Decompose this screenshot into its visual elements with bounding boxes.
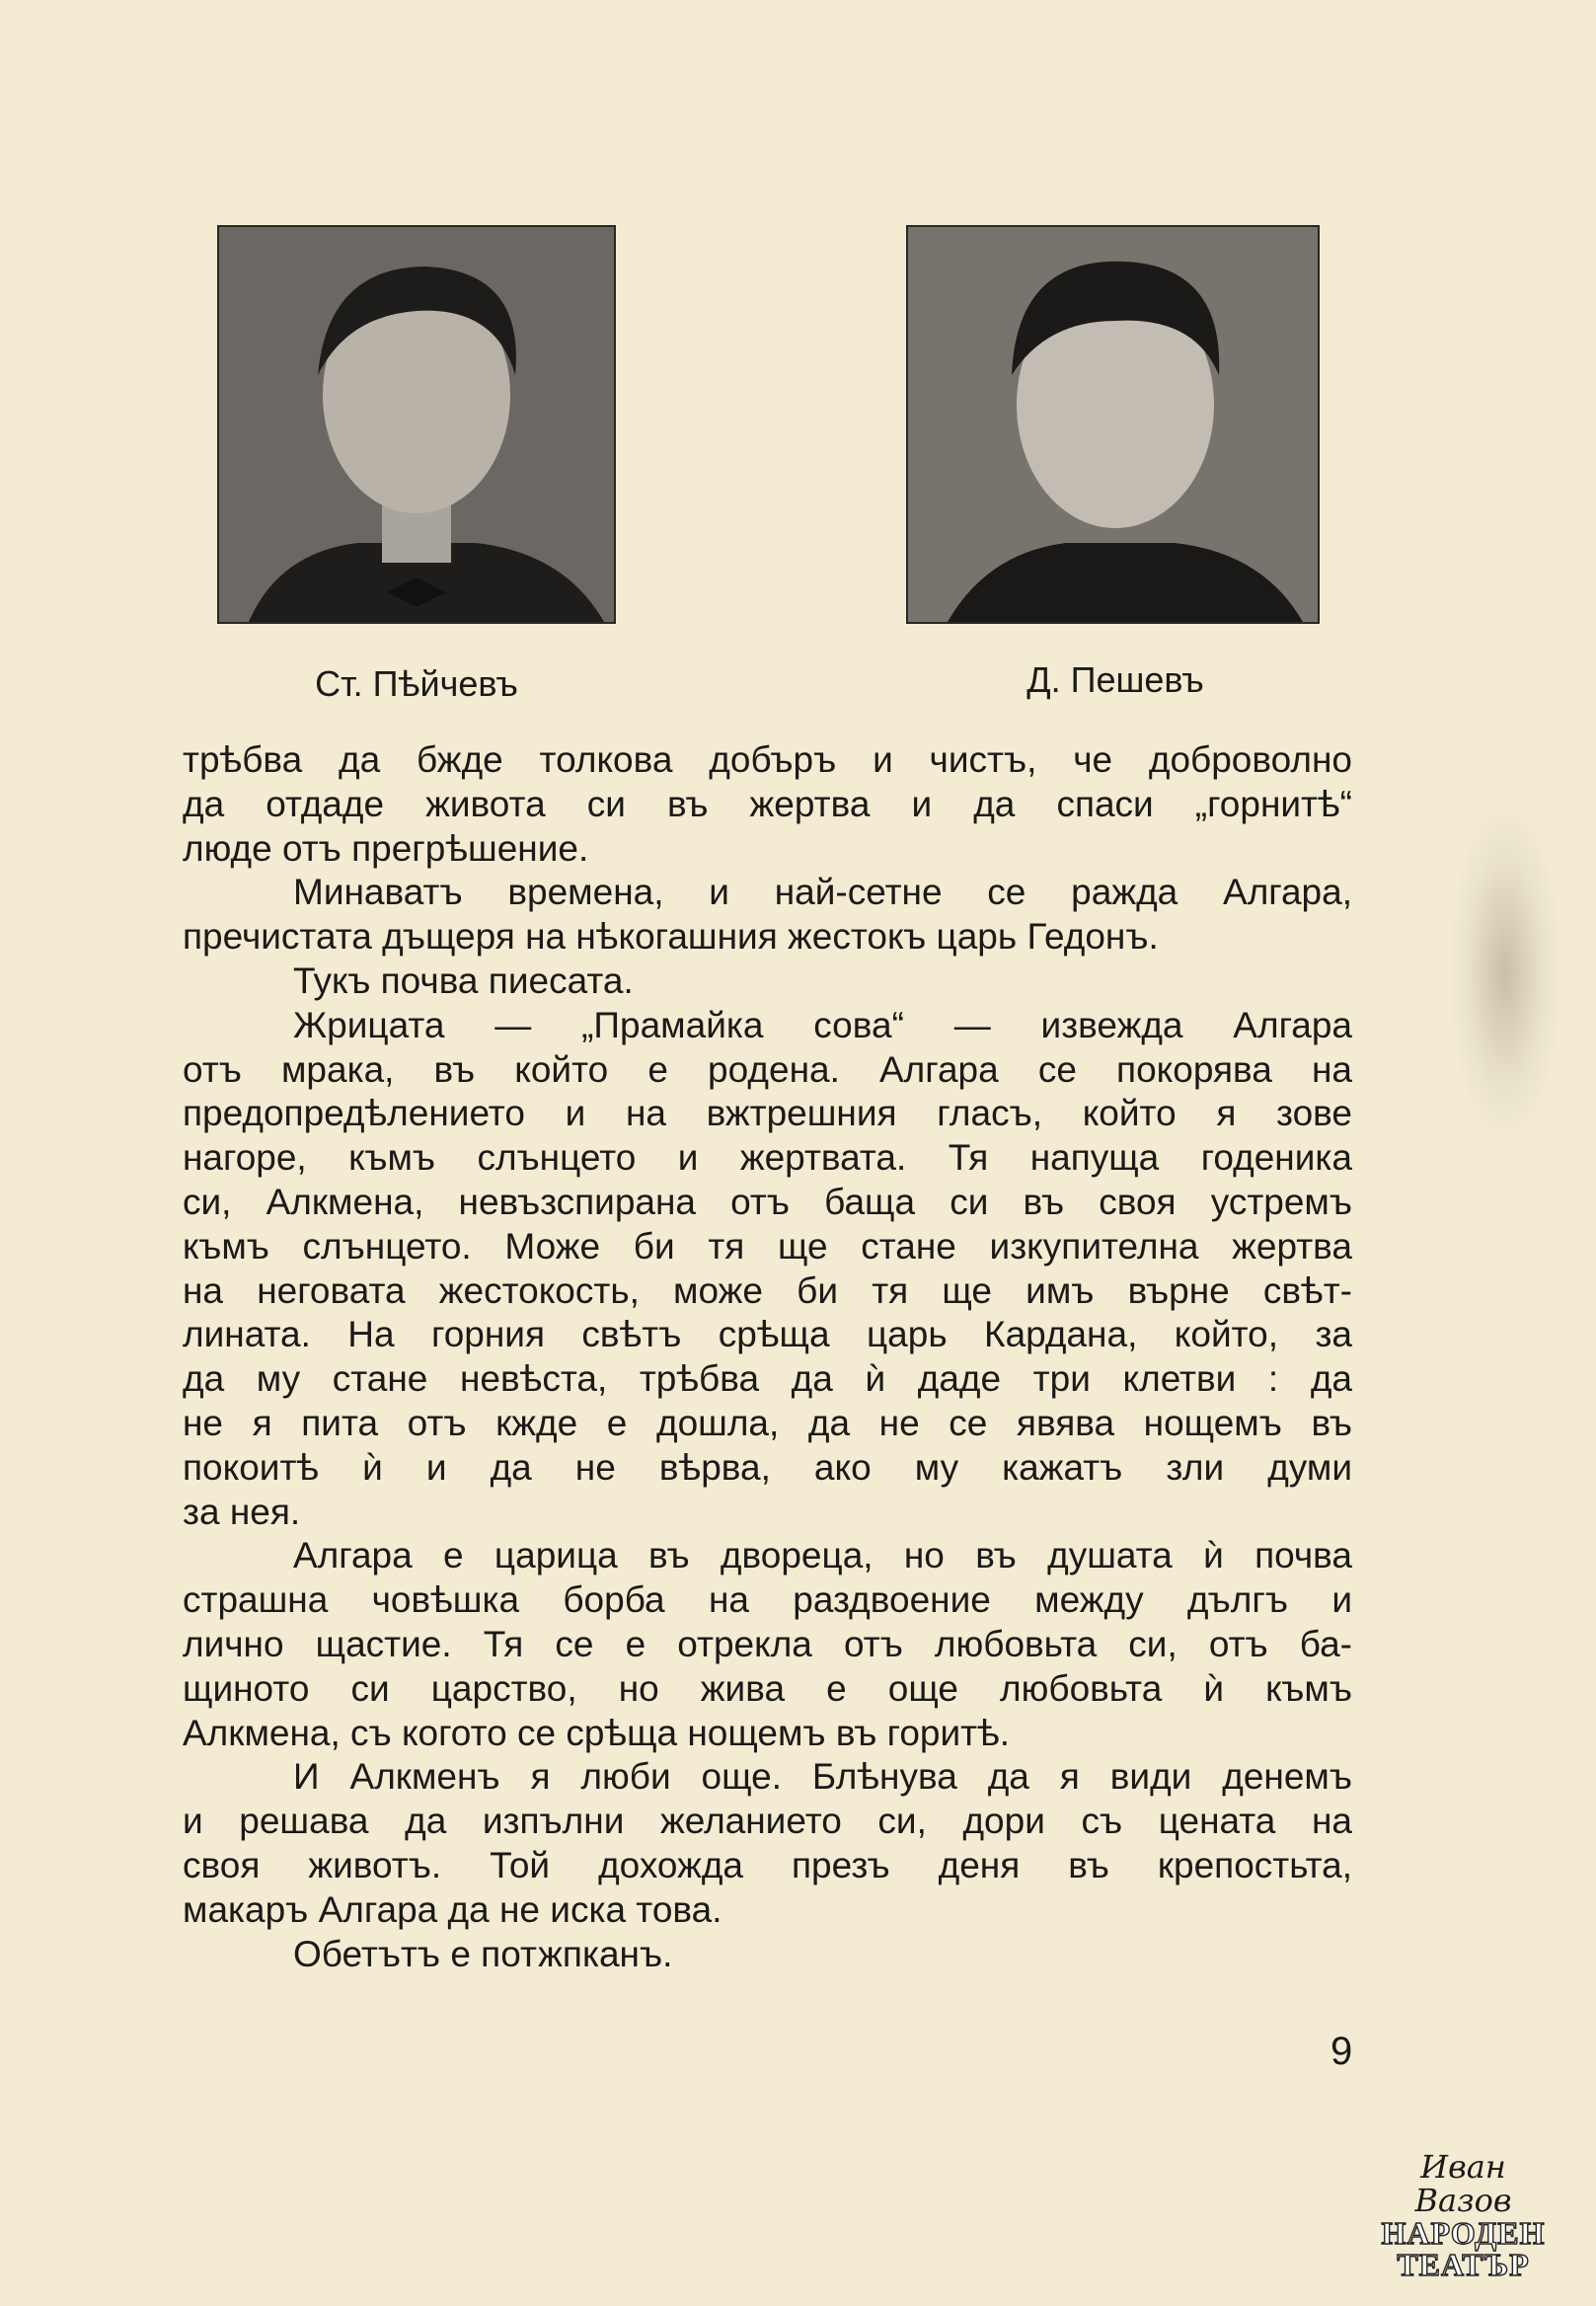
text-line: трѣбва да бжде толкова добъръ и чистъ, че доброволно (183, 739, 1352, 780)
text-line: Тукъ почва пиесата. (293, 960, 634, 1001)
text-line: Алгара е царица въ двореца, но въ душата ѝ почва (293, 1535, 1352, 1576)
text-line: И Алкменъ я люби още. Блѣнува да я види денемъ (293, 1756, 1352, 1798)
text-line: макаръ Алгара да не иска това. (183, 1888, 722, 1930)
paper-stain (1451, 809, 1559, 1135)
text-line: за нея. (183, 1491, 301, 1532)
logo-line2: ТЕАТЪР (1397, 2247, 1530, 2282)
text-line: Обетътъ е потжпканъ. (293, 1933, 673, 1974)
text-line: на неговата жестокость, може би тя ще имъ върне свѣт- (183, 1269, 1352, 1311)
portrait-image (908, 227, 1318, 622)
text-line: лично щастие. Тя се е отрекла отъ любовьта си, отъ ба- (183, 1623, 1352, 1664)
text-line: Алкмена, съ когото се срѣща нощемъ въ горитѣ. (183, 1712, 1011, 1753)
text-line: предопредѣлението и на вжтрешния гласъ, който я зове (183, 1093, 1352, 1134)
photo-caption: Ст. Пѣйчевъ (315, 663, 518, 704)
text-line: лината. На горния свѣтъ срѣща царь Кардана, който, за (183, 1314, 1352, 1355)
text-line: Жрицата — „Прамайка сова“ — извежда Алгара (293, 1004, 1352, 1045)
text-line: покоитѣ ѝ и да не вѣрва, ако му кажатъ зли думи (183, 1446, 1352, 1488)
portrait-photo-peychev (217, 225, 616, 624)
logo-line1: НАРОДЕН (1381, 2215, 1546, 2251)
page-number: 9 (1330, 2030, 1353, 2073)
portrait-photo-peshev (906, 225, 1320, 624)
text-line: страшна човѣшка борба на раздвоение между дългъ и (183, 1579, 1352, 1621)
text-line: да му стане невѣста, трѣбва да ѝ даде три клетви : да (183, 1358, 1352, 1400)
text-line: Минаватъ времена, и най-сетне се ражда Алгара, (293, 872, 1352, 913)
text-line: си, Алкмена, невъзспирана отъ баща си въ своя устремъ (183, 1181, 1352, 1222)
text-line: не я пита отъ кжде е дошла, да не се явява нощемъ въ (183, 1402, 1352, 1443)
text-line: своя животъ. Той дохожда презъ деня въ крепостьта, (183, 1844, 1352, 1885)
text-line: къмъ слънцето. Може би тя ще стане изкупителна жертва (183, 1225, 1352, 1267)
text-line: и решава да изпълни желанието си, дори съ цената на (183, 1801, 1352, 1842)
text-line: да отдаде живота си въ жертва и да спаси „горнитѣ“ (183, 783, 1352, 824)
photo-caption: Д. Пешевъ (1026, 659, 1204, 700)
logo-signature: Иван Вазов (1414, 2148, 1512, 2219)
text-line: отъ мрака, въ който е родена. Алгара се покорява на (183, 1048, 1352, 1090)
body-text (183, 738, 1352, 1976)
text-line: люде отъ прегрѣшение. (183, 827, 589, 869)
national-theatre-logo (1377, 2150, 1550, 2280)
text-line: нагоре, къмъ слънцето и жертвата. Тя напуща годеника (183, 1137, 1352, 1179)
text-line: пречистата дъщеря на нѣкогашния жестокъ царь Гедонъ. (183, 916, 1159, 958)
text-line: щиното си царство, но жива е още любовьта ѝ къмъ (183, 1667, 1352, 1709)
portrait-image (219, 227, 614, 622)
